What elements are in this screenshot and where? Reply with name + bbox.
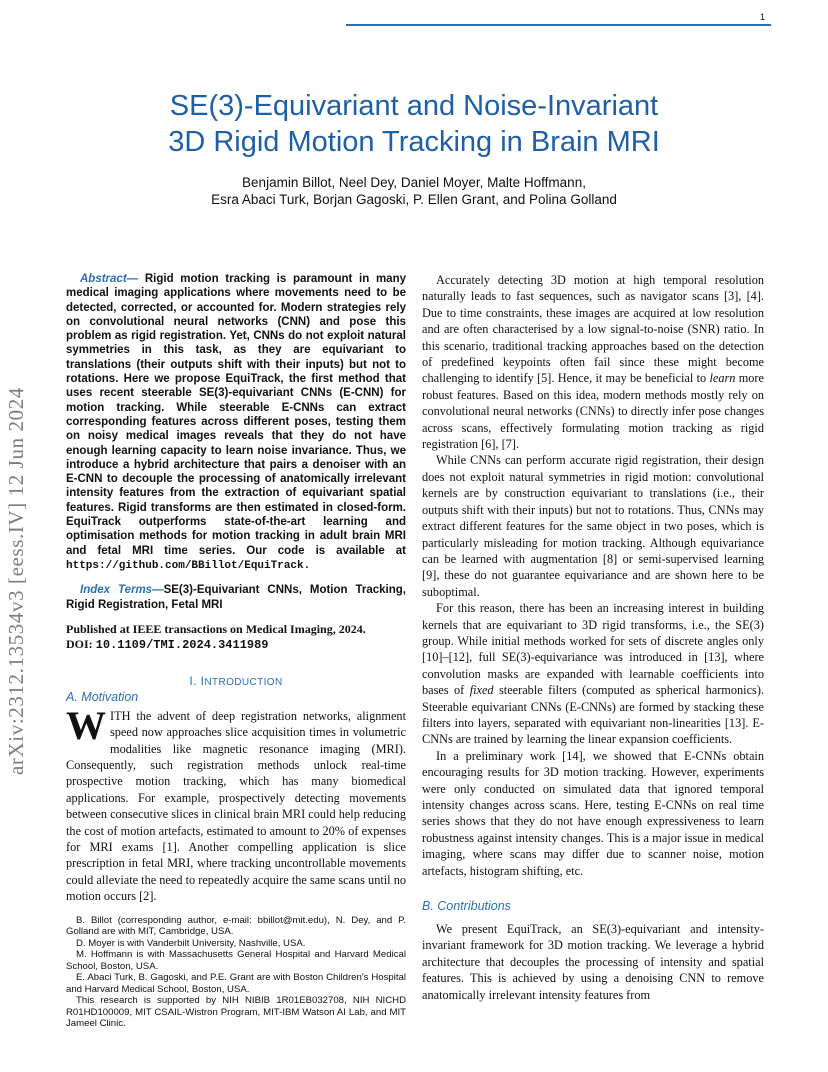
paragraph-text: For this reason, there has been an increasing interest in building kernels that are equivariant to 3D rigid transforms, i.e., the SE(3) group. While initial methods worked for sets of discrete angles only [10]–[12], full SE(3)-equivariance was introduced in [13], where convolution masks are expanded with learnable coefficients into bases of xyxy=(422,601,764,698)
body-paragraph: We present EquiTrack, an SE(3)-equivariant and intensity-invariant framework for 3D motion tracking. We leverage a hybrid architecture that decouples the processing of intensity and spatial features. This is achieved by using a denoising CNN to remove anatomically irrelevant intensity features from xyxy=(422,922,764,1002)
abstract-label: Abstract— xyxy=(80,273,139,285)
section-rest: NTRODUCTION xyxy=(204,676,283,688)
footnote-item: This research is supported by NIH NIBIB 1R01EB032708, NIH NICHD R01HD100009, MIT CSAIL-Wistron Program, MIT-IBM Watson AI Lab, and MIT Jameel Clinic. xyxy=(66,995,406,1030)
page-number: 1 xyxy=(760,12,766,22)
body-paragraph: While CNNs can perform accurate rigid registration, their design does not exploit natural symmetries in rigid motion: convolutional kernels are by construction equivariant to translations (i.e., their outputs shift with their inputs) but not to rotations. Thus, CNNs may extract different features for the same object in two poses, which is particularly misleading for motion tracking. Although equivariance can be learned with augmentation [8] or semi-supervised learning [9], these do not guarantee equivariance and are shown here to be suboptimal. xyxy=(422,453,764,599)
authors-line-1: Benjamin Billot, Neel Dey, Daniel Moyer, Malte Hoffmann, xyxy=(242,175,586,190)
doi-label: DOI: xyxy=(66,637,93,652)
arxiv-stamp: arXiv:2312.13534v3 [eess.IV] 12 Jun 2024 xyxy=(4,387,28,775)
paper-title xyxy=(60,88,768,160)
abstract xyxy=(66,272,406,573)
footnote-item: D. Moyer is with Vanderbilt University, Nashville, USA. xyxy=(76,937,306,949)
intro-paragraph xyxy=(66,702,406,905)
publication-note xyxy=(66,622,406,654)
emphasis: fixed xyxy=(469,683,494,698)
left-column xyxy=(66,272,406,1030)
code-link[interactable]: https://github.com/BBillot/EquiTrack. xyxy=(66,559,311,572)
index-terms-text: SE(3)-Equivariant CNNs, Motion Tracking, Rigid Registration, Fetal MRI xyxy=(66,584,406,611)
published-line: Published at IEEE transactions on Medical Imaging, 2024. xyxy=(66,621,366,636)
emphasis: learn xyxy=(709,371,736,386)
abstract-text: Rigid motion tracking is paramount in many medical imaging applications where movements need to be detected, corrected, or accounted for. Modern strategies rely on convolutional neural networks (CNN) and pose this problem as rigid registration. Yet, CNNs do not exploit natural symmetries in this task, as they are equivariant to translations (their outputs shift with their inputs) but not to rotations. Here we propose EquiTrack, the first method that uses recent steerable SE(3)-equivariant CNNs (E-CNN) for motion tracking. While steerable E-CNNs can extract corresponding features across different poses, testing them on noisy medical images reveals that they do not have enough learning capacity to learn noise invariance. Thus, we introduce a hybrid architecture that pairs a denoiser with an E-CNN to decouple the processing of anatomically irrelevant intensity features from the extraction of equivariant spatial features. Rigid transforms are then estimated in closed-form. EquiTrack outperforms state-of-the-art learning and optimisation methods for motion tracking in adult brain MRI and fetal MRI time series. Our code is available at xyxy=(66,273,406,557)
footnote-item: M. Hoffmann is with Massachusetts General Hospital and Harvard Medical School, Boston, USA. xyxy=(66,949,406,972)
section-numeral: I. xyxy=(189,673,197,688)
section-first-letter: I xyxy=(200,673,205,688)
authors-line-2: Esra Abaci Turk, Borjan Gagoski, P. Ellen Grant, and Polina Golland xyxy=(211,192,617,207)
body-paragraph xyxy=(422,600,764,748)
body-paragraph: In a preliminary work [14], we showed that E-CNNs obtain encouraging results for 3D motion tracking. However, experiments were only conducted on simulated data that ignored temporal intensity changes across scans. Here, testing E-CNNs on real time series shows that they do not have enough expressiveness to learn robustness against intensity changes. This is a major issue in medical imaging, where scans may differ due to scanner noise, motion artefacts, histogram shifting, etc. xyxy=(422,748,764,878)
subsection-contributions-heading: B. Contributions xyxy=(422,899,511,914)
title-line-2: 3D Rigid Motion Tracking in Brain MRI xyxy=(168,126,660,158)
paragraph-text: Accurately detecting 3D motion at high temporal resolution naturally leads to fast sequences, such as navigator scans [3], [4]. Due to time constraints, these images are acquired at low resolution and are often characterised by a low signal-to-noise (SNR) ratio. In this scenario, traditional tracking approaches based on the detection of predefined keypoints often fail since these might become challenging to identify [5]. Hence, it may be beneficial to xyxy=(422,273,764,386)
index-terms-label: Index Terms— xyxy=(80,584,164,597)
subsection-motivation-heading: A. Motivation xyxy=(66,689,139,704)
doi-link[interactable]: 10.1109/TMI.2024.3411989 xyxy=(95,638,269,653)
paragraph-text: more robust features. Based on this idea, modern methods mostly rely on convolutional neural networks (CNNs) to directly infer pose changes across scans, effectively formulating motion tracking as rigid registration [6], [7]. xyxy=(422,371,764,452)
author-list xyxy=(60,174,768,208)
right-column xyxy=(422,272,764,1003)
index-terms xyxy=(66,583,406,612)
footnote-item: E. Abaci Turk, B. Gagoski, and P.E. Grant are with Boston Children's Hospital and Harvard Medical School, Boston, USA. xyxy=(66,972,406,995)
intro-smallcaps: ITH xyxy=(110,708,131,723)
intro-text: the advent of deep registration networks, alignment speed now approaches slice acquisition times in volumetric modalities like magnetic resonance imaging (MRI). Consequently, such registration methods unlock real-time prospective motion tracking, which has many biomedical applications. For example, prospectively detecting movements between consecutive slices in clinical brain MRI could help reducing the cost of motion artefacts, estimated to amount to 20% of expenses for MRI exams [1]. Another compelling application is slice prescription in fetal MRI, where tracking uncontrollable movements could alleviate the need to repeatedly acquire the same scans until no motion occurs [2]. xyxy=(66,708,406,904)
footnote-item: B. Billot (corresponding author, e-mail: bbillot@mit.edu), N. Dey, and P. Golland are with MIT, Cambridge, USA. xyxy=(66,914,406,938)
paragraph-text: steerable filters (computed as spherical harmonics). Steerable equivariant CNNs (E-CNNs) are formed by stacking these filters into layers, separated with equivariant non-linearities [13]. E-CNNs are trained by learning the linear expansion coefficients. xyxy=(422,683,764,747)
title-line-1: SE(3)-Equivariant and Noise-Invariant xyxy=(169,90,659,122)
header-rule xyxy=(346,24,771,26)
body-paragraph xyxy=(422,272,764,452)
footnotes xyxy=(66,915,406,1030)
drop-cap: W xyxy=(66,702,106,748)
section-introduction-heading xyxy=(66,674,406,688)
